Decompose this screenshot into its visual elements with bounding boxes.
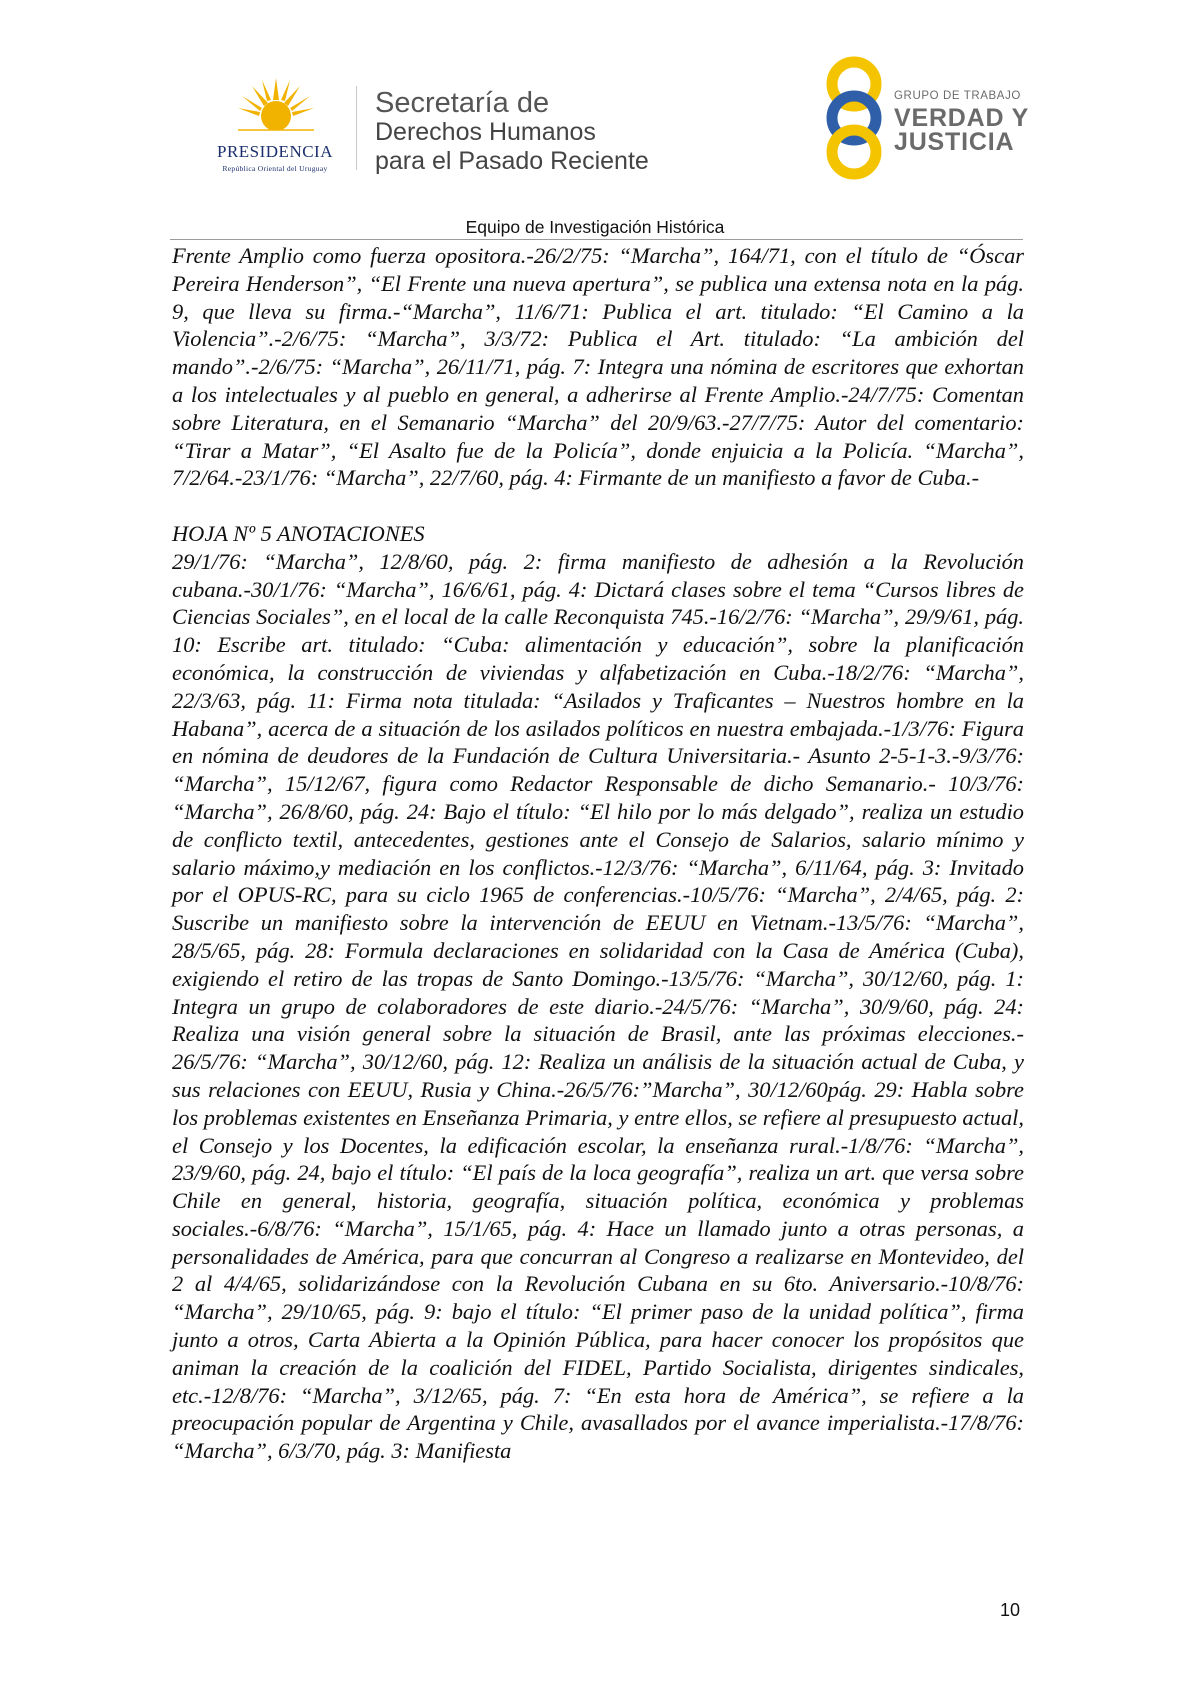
grupo-trabajo-label: GRUPO DE TRABAJO	[894, 90, 1021, 102]
paragraph-1: Frente Amplio como fuerza opositora.-26/2/75: “Marcha”, 164/71, con el título de “Óscar Pereira Henderson”, “El Frente una nueva apertura”, se publica una extensa nota en la pág. 9, que lleva su firma.-“Marcha”, 11/6/71: Publica el art. titulado: “El Camino a la Violencia”.-2/6/75: “Marcha”, 3/3/72: Publica el Art. titulado: “La ambición del mando”.-2/6/75: “Marcha”, 26/11/71, pág. 7: Integra una nómina de escritores que exhortan a los intelectuales y al pueblo en general, a adherirse al Frente Amplio.-24/7/75: Comentan sobre Literatura, en el Semanario “Marcha” del 20/9/63.-27/7/75: Autor del comentario: “Tirar a Matar”, “El Asalto fue de la Policía”, donde enjuicia a la Policía. “Marcha”, 7/2/64.-23/1/76: “Marcha”, 22/7/60, pág. 4: Firmante de un manifiesto a favor de Cuba.-	[172, 243, 1024, 491]
secretaria-title	[375, 88, 649, 176]
sun-icon	[238, 78, 314, 142]
header-rule	[170, 239, 1023, 240]
page-number: 10	[1000, 1600, 1021, 1620]
presidencia-subtitle: República Oriental del Uruguay	[222, 164, 328, 173]
paragraph-2: 29/1/76: “Marcha”, 12/8/60, pág. 2: firma manifiesto de adhesión a la Revolución cubana.-30/1/76: “Marcha”, 16/6/61, pág. 4: Dictará clases sobre el tema “Cursos libres de Ciencias Sociales”, en el local de la calle Reconquista 745.-16/2/76: “Marcha”, 29/9/61, pág. 10: Escribe art. titulado: “Cuba: alimentación y educación”, sobre la planificación económica, la construcción de viviendas y alfabetización en Cuba.-18/2/76: “Marcha”, 22/3/63, pág. 11: Firma nota titulada: “Asilados y Traficantes – Nuestros hombre en la Habana”, acerca de a situación de los asilados políticos en nuestra embajada.-1/3/76: Figura en nómina de deudores de la Fundación de Cultura Universitaria.- Asunto 2-5-1-3.-9/3/76: “Marcha”, 15/12/67, figura como Redactor Responsable de dicho Semanario.- 10/3/76: “Marcha”, 26/8/60, pág. 24: Bajo el título: “El hilo por lo más delgado”, realiza un estudio de conflicto textil, antecedentes, gestiones ante el Consejo de Salarios, salario mínimo y salario máximo,y mediación en los conflictos.-12/3/76: “Marcha”, 6/11/64, pág. 3: Invitado por el OPUS-RC, para su ciclo 1965 de conferencias.-10/5/76: “Marcha”, 2/4/65, pág. 2: Suscribe un manifiesto sobre la intervención de EEUU en Vietnam.-13/5/76: “Marcha”, 28/5/65, pág. 28: Formula declaraciones en solidaridad con la Casa de América (Cuba), exigiendo el retiro de las tropas de Santo Domingo.-13/5/76: “Marcha”, 30/12/60, pág. 1: Integra un grupo de colaboradores de este diario.-24/5/76: “Marcha”, 30/9/60, pág. 24: Realiza una visión general sobre la situación de Brasil, ante las próximas elecciones.- 26/5/76: “Marcha”, 30/12/60, pág. 12: Realiza un análisis de la situación actual de Cuba, y sus relaciones con EEUU, Rusia y China.-26/5/76:”Marcha”, 30/12/60pág. 29: Habla sobre los problemas existentes en Enseñanza Primaria, y entre ellos, se refiere al presupuesto actual, el Consejo y los Docentes, la edificación escolar, la enseñanza rural.-1/8/76: “Marcha”, 23/9/60, pág. 24, bajo el título: “El país de la loca geografía”, realiza un art. que versa sobre Chile en general, historia, geografía, situación política, económica y problemas sociales.-6/8/76: “Marcha”, 15/1/65, pág. 4: Hace un llamado junto a otras personas, a personalidades de América, para que concurran al Congreso a realizarse en Montevideo, del 2 al 4/4/65, solidarizándose con la Revolución Cubana en su 6to. Aniversario.-10/8/76: “Marcha”, 29/10/65, pág. 9: bajo el título: “El primer paso de la unidad política”, firma junto a otros, Carta Abierta a la Opinión Pública, para hacer conocer los propósitos que animan la creación de la coalición del FIDEL, Partido Socialista, dirigentes sindicales, etc.-12/8/76: “Marcha”, 3/12/65, pág. 7: “En esta hora de América”, se refiere a la preocupación popular de Argentina y Chile, avasallados por el avance imperialista.-17/8/76: “Marcha”, 6/3/70, pág. 3: Manifiesta	[172, 548, 1024, 1464]
team-title: Equipo de Investigación Histórica	[465, 217, 725, 237]
paragraph-spacer	[172, 492, 1024, 520]
rings-icon	[818, 56, 890, 180]
document-body	[172, 242, 1024, 1465]
secretaria-line-1: Secretaría de	[375, 87, 550, 119]
justicia-label: JUSTICIA	[894, 128, 1015, 156]
page-header	[0, 0, 1190, 237]
verdad-justicia-logo	[818, 56, 1030, 180]
secretaria-line-2: Derechos Humanos	[375, 118, 596, 146]
presidencia-name: PRESIDENCIA	[216, 142, 333, 161]
secretaria-line-3: para el Pasado Reciente	[375, 147, 649, 175]
section-heading: HOJA Nº 5 ANOTACIONES	[172, 520, 425, 546]
verdad-label: VERDAD Y	[894, 104, 1030, 132]
presidencia-logo	[196, 78, 354, 178]
header-divider	[356, 86, 357, 170]
